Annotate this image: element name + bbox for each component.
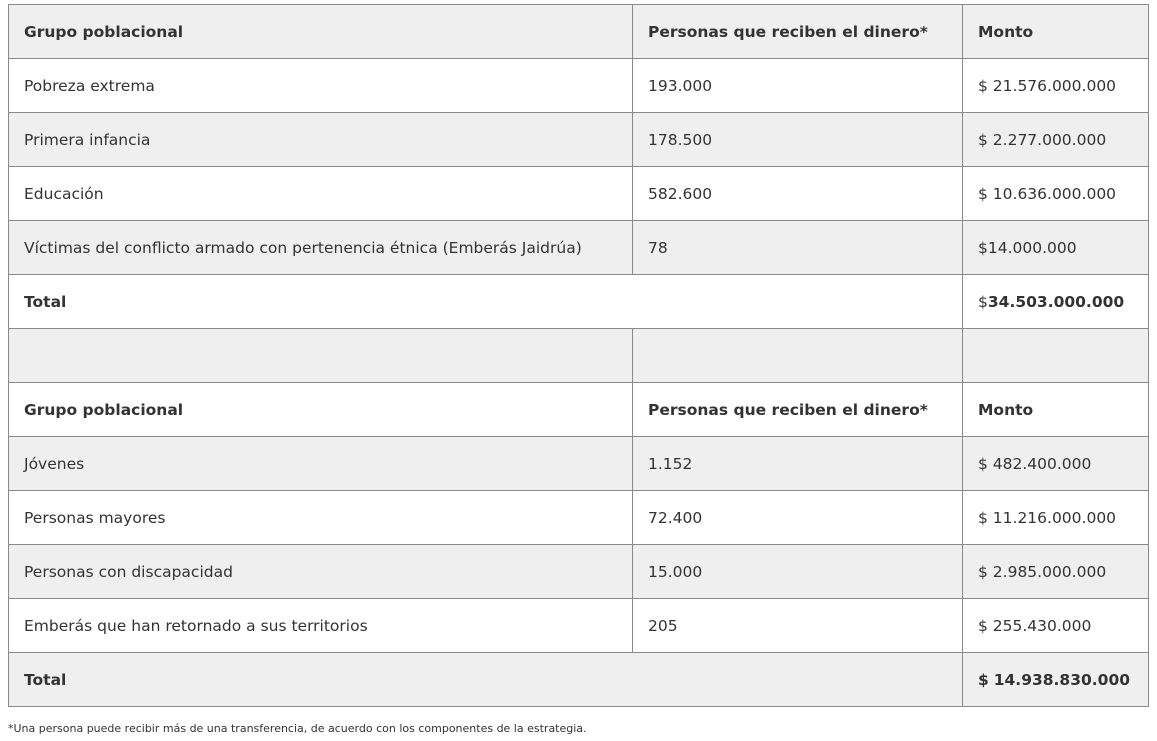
header-group: Grupo poblacional xyxy=(9,5,633,59)
empty-cell xyxy=(9,329,633,383)
cell-amount: $ 10.636.000.000 xyxy=(963,167,1149,221)
table2-total-row xyxy=(9,653,1149,707)
cell-people: 1.152 xyxy=(633,437,963,491)
cell-group: Pobreza extrema xyxy=(9,59,633,113)
cell-amount: $ 11.216.000.000 xyxy=(963,491,1149,545)
table-row xyxy=(9,545,1149,599)
header-people: Personas que reciben el dinero* xyxy=(633,5,963,59)
table-row xyxy=(9,599,1149,653)
table-row xyxy=(9,113,1149,167)
table-row xyxy=(9,491,1149,545)
cell-group: Emberás que han retornado a sus territorios xyxy=(9,599,633,653)
cell-group: Víctimas del conflicto armado con pertenencia étnica (Emberás Jaidrúa) xyxy=(9,221,633,275)
transfers-table xyxy=(8,4,1149,707)
total-amount xyxy=(963,653,1149,707)
cell-group: Jóvenes xyxy=(9,437,633,491)
table-row xyxy=(9,437,1149,491)
cell-people: 72.400 xyxy=(633,491,963,545)
total-currency: $ xyxy=(978,292,988,311)
header-people: Personas que reciben el dinero* xyxy=(633,383,963,437)
total-label: Total xyxy=(9,653,963,707)
table-row xyxy=(9,59,1149,113)
table-row xyxy=(9,167,1149,221)
cell-amount: $14.000.000 xyxy=(963,221,1149,275)
table1-total-row xyxy=(9,275,1149,329)
cell-amount: $ 255.430.000 xyxy=(963,599,1149,653)
cell-group: Educación xyxy=(9,167,633,221)
cell-group: Personas mayores xyxy=(9,491,633,545)
cell-group: Primera infancia xyxy=(9,113,633,167)
cell-amount: $ 2.277.000.000 xyxy=(963,113,1149,167)
total-value: 14.938.830.000 xyxy=(993,670,1131,689)
total-value: 34.503.000.000 xyxy=(987,292,1125,311)
header-amount: Monto xyxy=(963,383,1149,437)
footnote: *Una persona puede recibir más de una transferencia, de acuerdo con los componentes de la estrategia. xyxy=(8,722,587,735)
table2-header-row xyxy=(9,383,1149,437)
cell-amount: $ 21.576.000.000 xyxy=(963,59,1149,113)
cell-amount: $ 2.985.000.000 xyxy=(963,545,1149,599)
total-amount xyxy=(963,275,1149,329)
header-amount: Monto xyxy=(963,5,1149,59)
cell-people: 205 xyxy=(633,599,963,653)
total-label: Total xyxy=(9,275,963,329)
empty-cell xyxy=(963,329,1149,383)
cell-people: 193.000 xyxy=(633,59,963,113)
cell-people: 582.600 xyxy=(633,167,963,221)
cell-people: 15.000 xyxy=(633,545,963,599)
table-row xyxy=(9,221,1149,275)
spacer-row xyxy=(9,329,1149,383)
empty-cell xyxy=(633,329,963,383)
total-currency: $ xyxy=(978,670,989,689)
cell-amount: $ 482.400.000 xyxy=(963,437,1149,491)
cell-people: 78 xyxy=(633,221,963,275)
cell-people: 178.500 xyxy=(633,113,963,167)
header-group: Grupo poblacional xyxy=(9,383,633,437)
table1-header-row xyxy=(9,5,1149,59)
cell-group: Personas con discapacidad xyxy=(9,545,633,599)
